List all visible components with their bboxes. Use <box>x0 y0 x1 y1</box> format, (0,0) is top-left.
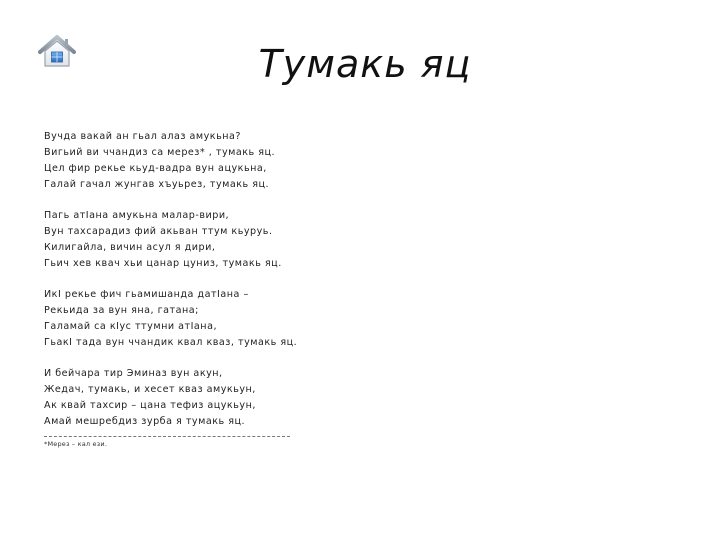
poem-stanza <box>44 287 404 351</box>
poem-line: Вучда вакай ан гьал алаз амукьна? <box>44 131 241 142</box>
poem-text <box>44 129 404 449</box>
footnote-divider <box>44 436 290 437</box>
poem-line: Килигайла, вичин асул я дири, <box>44 242 216 253</box>
poem-stanza <box>44 129 404 193</box>
poem-line: Гьич хев квач хьи цанар цуниз, тумакь яц. <box>44 258 282 269</box>
poem-line: Галай гачал жунгав хъуьрез, тумакь яц. <box>44 179 270 190</box>
poem-line: Ак квай тахсир – цана тефиз ацукьун, <box>44 400 256 411</box>
poem-line: Вун тахсарадиз фий акьван ттум кьуруь. <box>44 226 273 237</box>
poem-line: ИкІ рекье фич гьамишанда датІана – <box>44 289 249 300</box>
poem-stanza <box>44 208 404 272</box>
poem-line: Пагь атІана амукьна малар-вири, <box>44 210 230 221</box>
poem-stanza <box>44 366 404 430</box>
page-title: Тумакь яц <box>258 42 472 86</box>
footnote: *Мерез – кал ези. <box>44 440 108 448</box>
poem-line: Амай мешребдиз зурба я тумакь яц. <box>44 416 246 427</box>
poem-line: ГьакІ тада вун ччандик квал кваз, тумакь яц. <box>44 337 298 348</box>
poem-line: Рекьида за вун яна, гатана; <box>44 305 199 316</box>
poem-line: Вигьий ви ччандиз са мерез* , тумакь яц. <box>44 147 276 158</box>
poem-line: И бейчара тир Эминаз вун акун, <box>44 368 223 379</box>
poem-line: Жедач, тумакь, и хесет кваз амукьун, <box>44 384 256 395</box>
poem-line: Цел фир рекье кьуд-вадра вун ацукьна, <box>44 163 267 174</box>
poem-line: Галамай са кІус ттумни атІана, <box>44 321 217 332</box>
